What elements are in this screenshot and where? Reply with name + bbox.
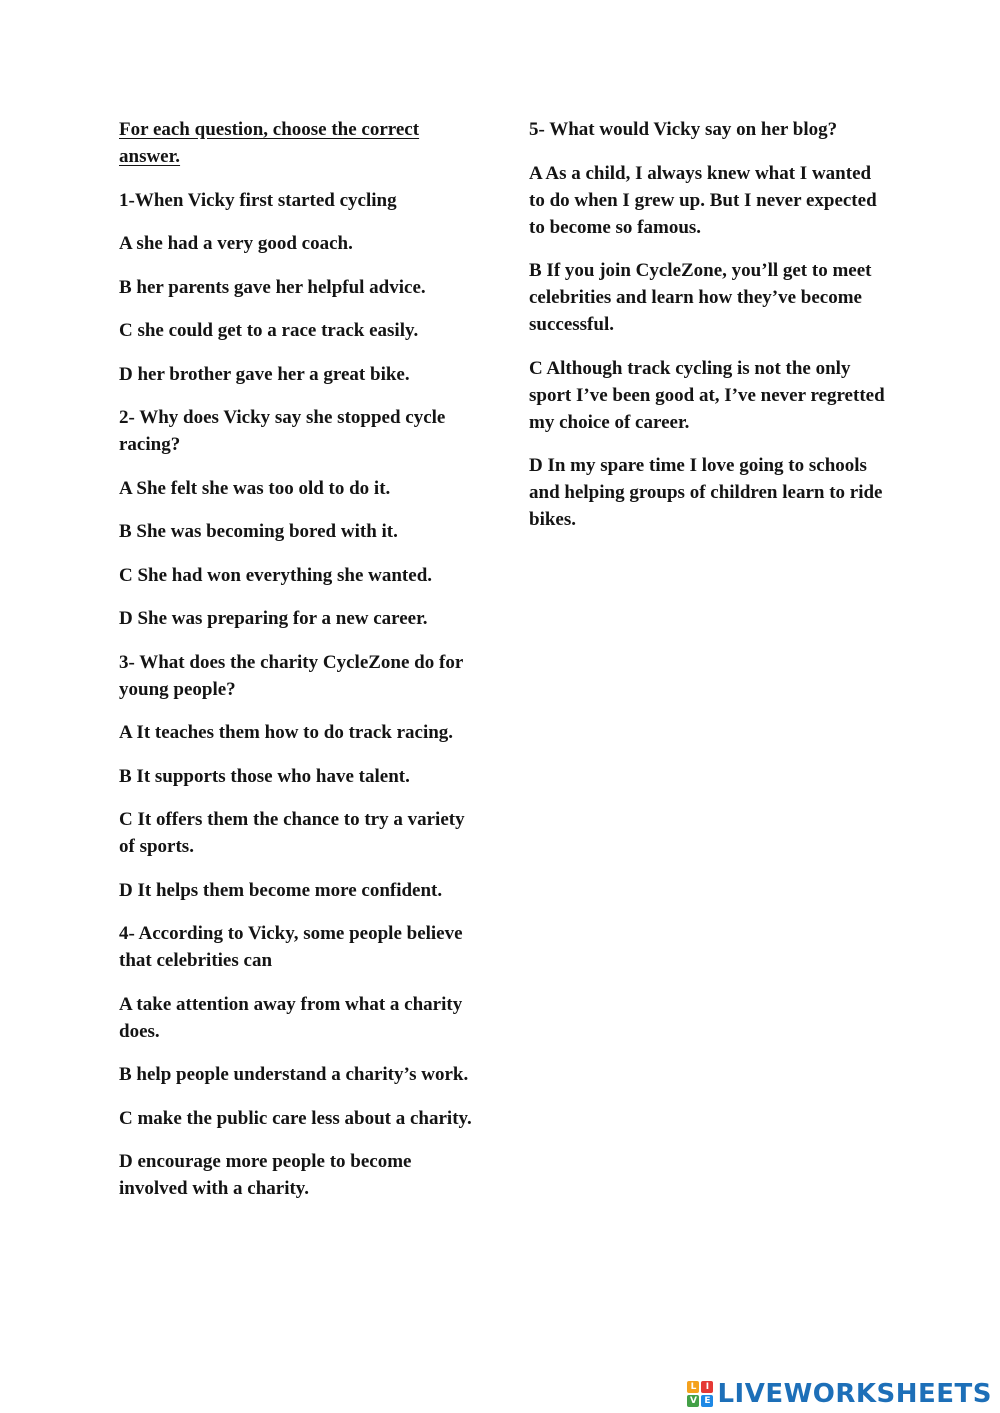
question-1-option-d: D her brother gave her a great bike. bbox=[119, 363, 410, 385]
question-4-option-a: A take attention away from what a charity does. bbox=[119, 993, 463, 1042]
question-5-option-a: A As a child, I always knew what I wanted to do when I grew up. But I never expected to become so famous. bbox=[529, 162, 877, 238]
question-2-option-c: C She had won everything she wanted. bbox=[119, 564, 433, 586]
question-3-option-b: B It supports those who have talent. bbox=[119, 765, 410, 787]
logo-letter-e: E bbox=[701, 1395, 713, 1407]
logo-mark-icon bbox=[687, 1381, 713, 1407]
question-5-stem: 5- What would Vicky say on her blog? bbox=[529, 119, 838, 140]
question-3-option-d: D It helps them become more confident. bbox=[119, 879, 443, 901]
instructions: For each question, choose the correct answer. bbox=[119, 119, 420, 167]
question-4-option-c: C make the public care less about a charity. bbox=[119, 1107, 472, 1129]
question-3-option-c: C It offers them the chance to try a variety of sports. bbox=[119, 809, 465, 857]
question-2-stem: 2- Why does Vicky say she stopped cycle racing? bbox=[119, 407, 446, 455]
question-4-option-d: D encourage more people to become involved with a charity. bbox=[119, 1151, 412, 1199]
question-3-option-a: A It teaches them how to do track racing. bbox=[119, 722, 454, 743]
question-4-stem: 4- According to Vicky, some people believe that celebrities can bbox=[119, 923, 463, 971]
question-1-option-b: B her parents gave her helpful advice. bbox=[119, 276, 426, 298]
question-2-option-a: A She felt she was too old to do it. bbox=[119, 477, 391, 499]
question-2-option-b: B She was becoming bored with it. bbox=[119, 521, 398, 542]
logo-letter-l: L bbox=[687, 1381, 699, 1393]
question-5-option-d: D In my spare time I love going to schools and helping groups of children learn to ride bikes. bbox=[529, 455, 883, 530]
brand-name: LIVEWORKSHEETS bbox=[717, 1379, 992, 1409]
question-3-stem: 3- What does the charity CycleZone do for young people? bbox=[119, 651, 463, 700]
question-5-option-c: C Although track cycling is not the only sport I’ve been good at, I’ve never regretted my choice of career. bbox=[529, 357, 885, 433]
liveworksheets-logo bbox=[687, 1379, 992, 1409]
question-2-option-d: D She was preparing for a new career. bbox=[119, 608, 428, 629]
question-1-option-c: C she could get to a race track easily. bbox=[119, 320, 419, 341]
logo-letter-i: I bbox=[701, 1381, 713, 1393]
left-column bbox=[119, 116, 481, 1219]
question-1-stem: 1-When Vicky first started cycling bbox=[119, 189, 397, 211]
question-5-option-b: B If you join CycleZone, you’ll get to meet celebrities and learn how they’ve become successful. bbox=[529, 260, 872, 335]
question-1-option-a: A she had a very good coach. bbox=[119, 233, 353, 254]
question-4-option-b: B help people understand a charity’s work. bbox=[119, 1064, 469, 1085]
right-column bbox=[529, 116, 885, 550]
logo-letter-v: V bbox=[687, 1395, 699, 1407]
